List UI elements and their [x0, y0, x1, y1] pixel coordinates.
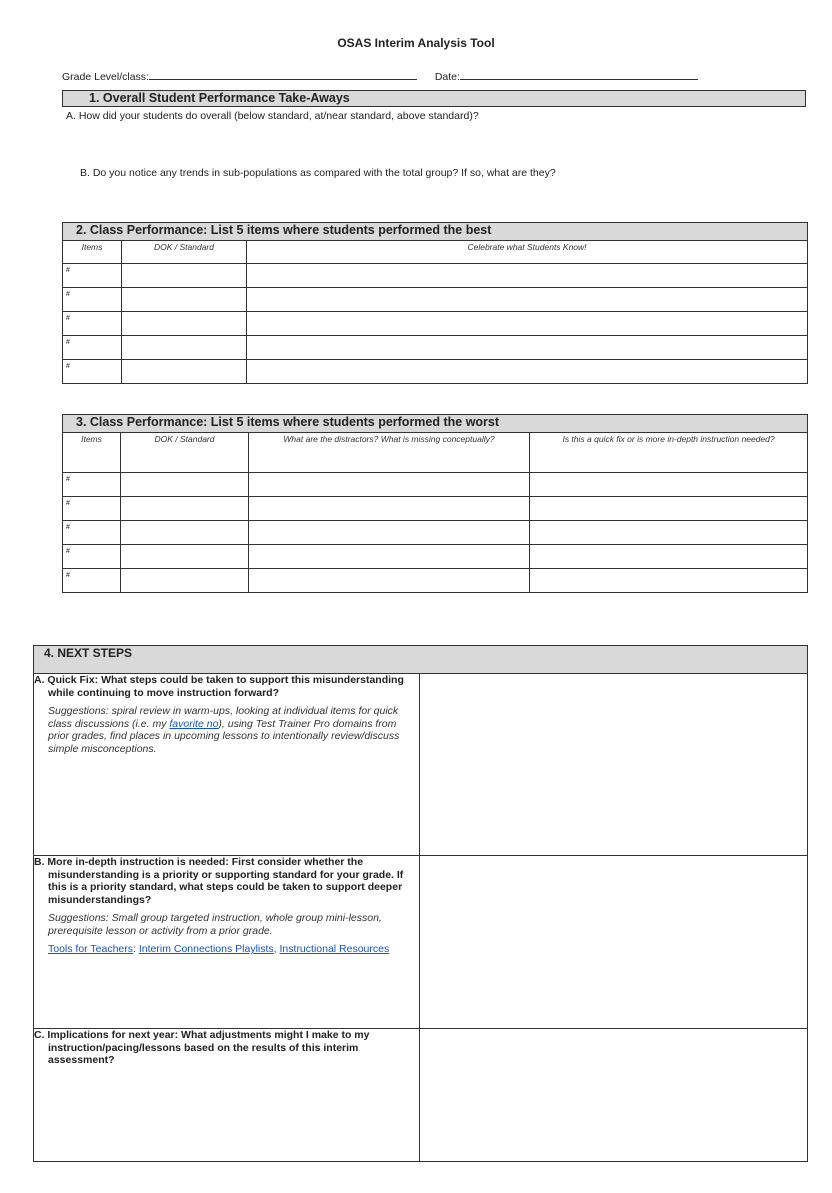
next-year-response[interactable]: [420, 1029, 808, 1162]
quick-fix-heading: A. Quick Fix: What steps could be taken to support this misunderstanding while continuing to move instruction forward?: [34, 674, 404, 699]
quick-fix-cell[interactable]: [530, 521, 808, 545]
date-label: Date:: [434, 71, 460, 83]
links-comma: ,: [273, 943, 277, 955]
table-row: [63, 497, 808, 521]
dok-cell[interactable]: [121, 545, 249, 569]
celebrate-cell[interactable]: [247, 336, 808, 360]
next-year-prompt: [34, 1029, 420, 1162]
celebrate-cell[interactable]: [247, 360, 808, 384]
section4-heading: 4. NEXT STEPS: [34, 646, 808, 674]
in-depth-response[interactable]: [420, 856, 808, 1029]
distractors-cell[interactable]: [249, 521, 530, 545]
table-row: [63, 336, 808, 360]
grade-field[interactable]: [149, 70, 417, 80]
distractors-cell[interactable]: [249, 497, 530, 521]
celebrate-cell[interactable]: [247, 264, 808, 288]
tools-for-teachers-link[interactable]: Tools for Teachers: [48, 943, 134, 955]
favorite-no-link[interactable]: favorite no: [169, 717, 219, 730]
col-items: Items: [63, 433, 121, 473]
quick-fix-response[interactable]: [420, 674, 808, 856]
col-distractors: What are the distractors? What is missing conceptually?: [249, 433, 530, 473]
item-number-cell[interactable]: #: [63, 360, 122, 384]
section1-heading: 1. Overall Student Performance Take-Aways: [62, 90, 806, 107]
table-row: [63, 288, 808, 312]
item-number-cell[interactable]: #: [63, 521, 121, 545]
dok-cell[interactable]: [121, 521, 249, 545]
best-items-table: [62, 222, 808, 384]
table-row: [63, 521, 808, 545]
section3-heading: 3. Class Performance: List 5 items where students performed the worst: [63, 415, 808, 433]
col-dok-standard: DOK / Standard: [121, 433, 249, 473]
col-items: Items: [63, 241, 122, 264]
section1-question-a: A. How did your students do overall (below standard, at/near standard, above standard)?: [66, 110, 479, 122]
item-number-cell[interactable]: #: [63, 545, 121, 569]
date-field[interactable]: [460, 70, 698, 80]
dok-cell[interactable]: [121, 497, 249, 521]
quick-fix-cell[interactable]: [530, 545, 808, 569]
table-row: [63, 545, 808, 569]
dok-cell[interactable]: [121, 569, 249, 593]
quick-fix-suggestion-text: Suggestions: spiral review in warm-ups, looking at individual items for quick class discussions (i.e. my: [48, 705, 399, 730]
item-number-cell[interactable]: #: [63, 569, 121, 593]
tools-links: [34, 943, 419, 956]
tools-separator: :: [133, 943, 139, 955]
col-dok-standard: DOK / Standard: [122, 241, 247, 264]
dok-cell[interactable]: [122, 288, 247, 312]
col-celebrate: Celebrate what Students Know!: [247, 241, 808, 264]
distractors-cell[interactable]: [249, 569, 530, 593]
dok-cell[interactable]: [122, 264, 247, 288]
page-title: OSAS Interim Analysis Tool: [337, 36, 495, 50]
table-row: [63, 312, 808, 336]
next-steps-table: [33, 645, 808, 1162]
quick-fix-cell[interactable]: [530, 497, 808, 521]
item-number-cell[interactable]: #: [63, 312, 122, 336]
grade-date-line: [62, 70, 698, 83]
dok-cell[interactable]: [122, 360, 247, 384]
item-number-cell[interactable]: #: [63, 336, 122, 360]
quick-fix-cell[interactable]: [530, 473, 808, 497]
quick-fix-cell[interactable]: [530, 569, 808, 593]
section2-heading: 2. Class Performance: List 5 items where students performed the best: [63, 223, 808, 241]
celebrate-cell[interactable]: [247, 312, 808, 336]
grade-label: Grade Level/class:: [62, 71, 149, 83]
quick-fix-suggestions: [34, 705, 419, 755]
item-number-cell[interactable]: #: [63, 288, 122, 312]
dok-cell[interactable]: [122, 336, 247, 360]
table-row: [63, 473, 808, 497]
interim-connections-playlists-link[interactable]: Interim Connections Playlists: [138, 943, 274, 955]
dok-cell[interactable]: [121, 473, 249, 497]
in-depth-heading: B. More in-depth instruction is needed: First consider whether the misunderstanding is a priority or supporting standard for your grade. If this is a priority standard, what steps could be taken to support deeper misunderstandings?: [34, 856, 404, 906]
table-row: [63, 264, 808, 288]
distractors-cell[interactable]: [249, 473, 530, 497]
distractors-cell[interactable]: [249, 545, 530, 569]
table-row: [63, 569, 808, 593]
next-year-heading: C. Implications for next year: What adjustments might I make to my instruction/pacing/lessons based on the results of this interim assessment?: [34, 1029, 370, 1066]
item-number-cell[interactable]: #: [63, 264, 122, 288]
item-number-cell[interactable]: #: [63, 497, 121, 521]
worst-items-table: [62, 414, 808, 593]
celebrate-cell[interactable]: [247, 288, 808, 312]
instructional-resources-link[interactable]: Instructional Resources: [279, 943, 390, 955]
section1-question-b: B. Do you notice any trends in sub-populations as compared with the total group? If so, what are they?: [80, 167, 556, 179]
dok-cell[interactable]: [122, 312, 247, 336]
item-number-cell[interactable]: #: [63, 473, 121, 497]
in-depth-prompt: [34, 856, 420, 1029]
table-row: [63, 360, 808, 384]
quick-fix-prompt: [34, 674, 420, 856]
in-depth-suggestions: Suggestions: Small group targeted instruction, whole group mini-lesson, prerequisite lesson or activity from a prior grade.: [48, 912, 382, 937]
quick-fix-suggestion-text-end: ), using Test Trainer Pro domains from prior grades, find places in upcoming lessons to intentionally review/discuss simple misconceptions.: [48, 717, 400, 755]
col-quick-fix: Is this a quick fix or is more in-depth instruction needed?: [530, 433, 808, 473]
